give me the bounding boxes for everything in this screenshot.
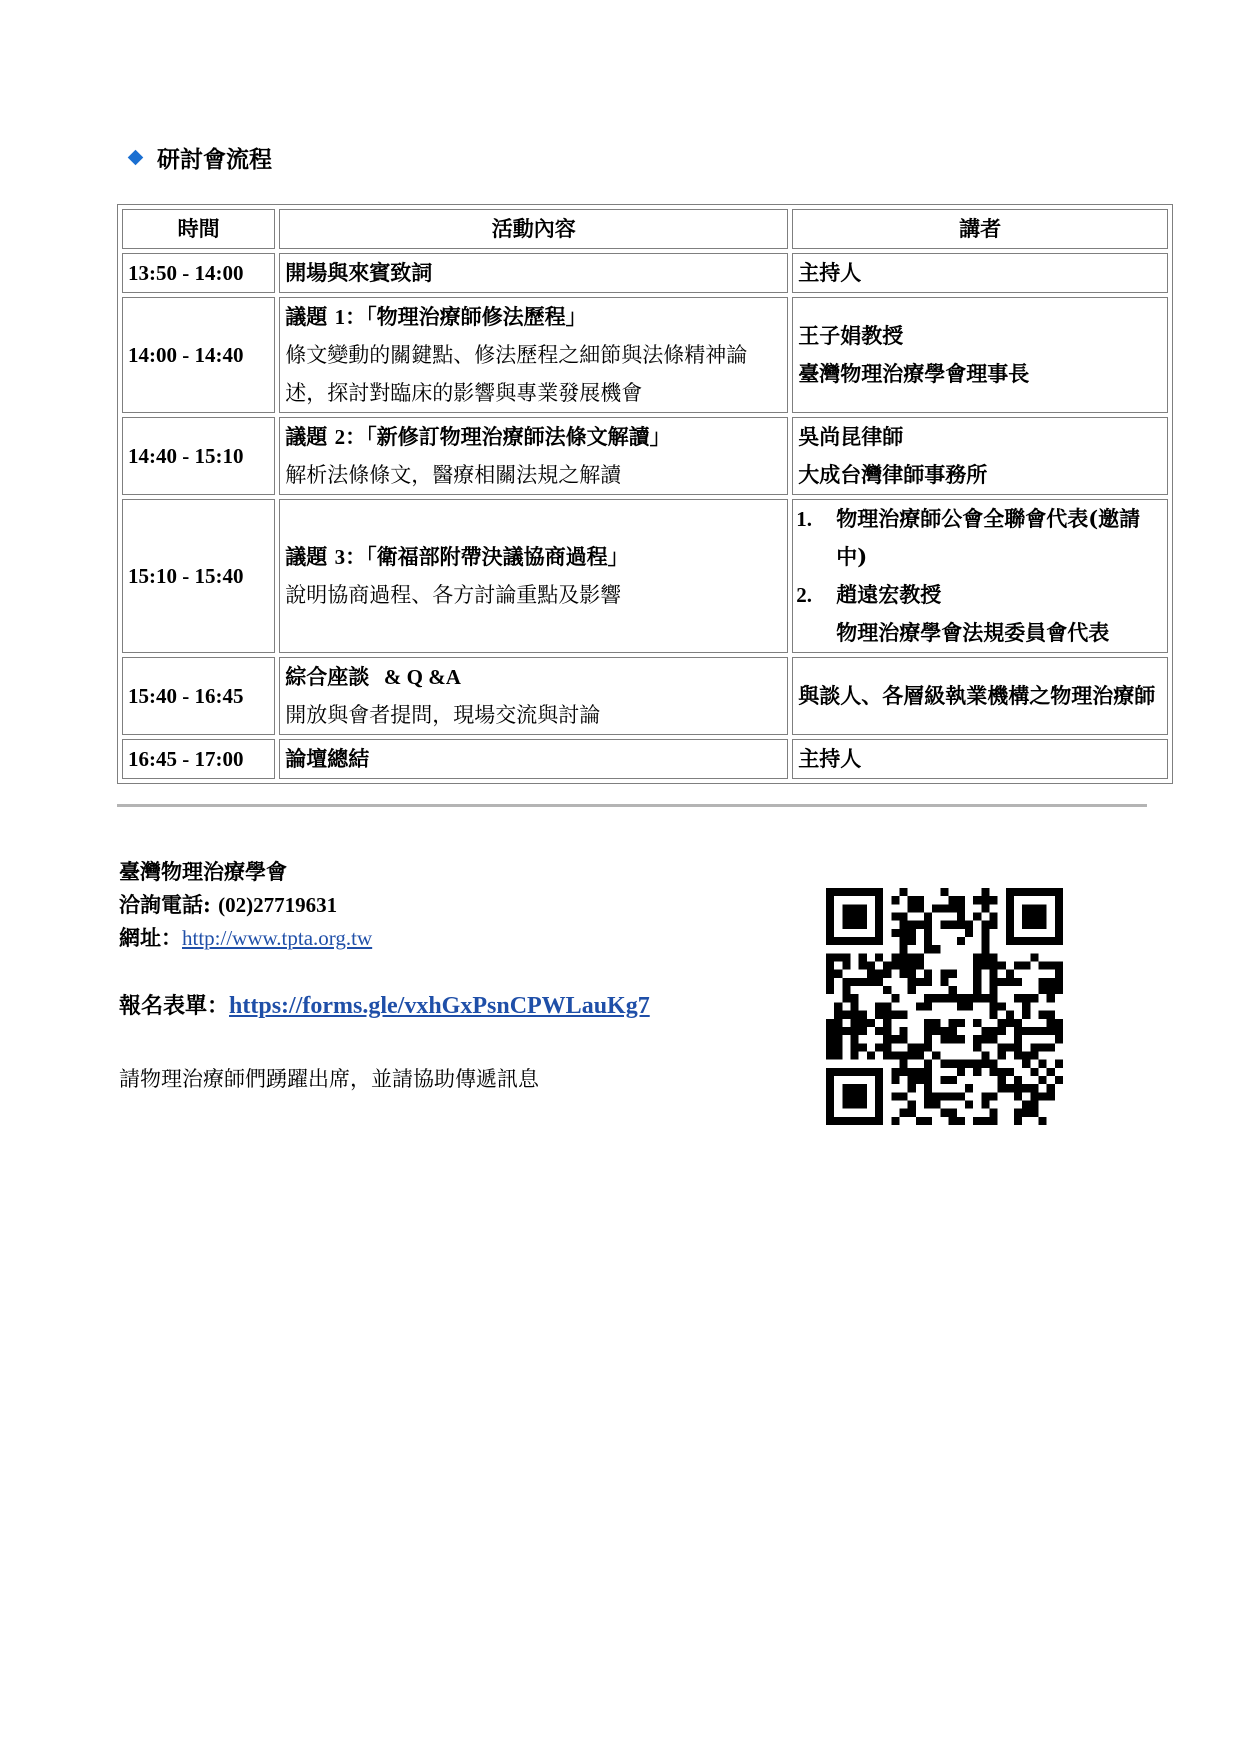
org-name: 臺灣物理治療學會	[119, 859, 287, 884]
activity-description: 說明協商過程、各方討論重點及影響	[285, 583, 622, 607]
time-cell: 16:45 - 17:00	[122, 739, 275, 779]
speaker-org: 臺灣物理治療學會理事長	[798, 361, 1030, 386]
header-activity: 活動內容	[279, 209, 788, 249]
registration-line	[119, 990, 650, 1022]
activity-description: 解析法條條文，醫療相關法規之解讀	[285, 463, 622, 487]
header-speaker: 講者	[792, 209, 1168, 249]
table-row	[122, 253, 1168, 293]
time-cell: 15:10 - 15:40	[122, 499, 275, 653]
speaker-name: 王子娟教授	[798, 323, 904, 348]
table-row	[122, 297, 1168, 413]
activity-description: 條文變動的關鍵點、修法歷程之細節與法條精神論述，探討對臨床的影響與專業發展機會	[285, 343, 748, 405]
activity-title: 議題 1：「物理治療師修法歷程」	[285, 304, 587, 329]
speaker-name: 吳尚昆律師	[798, 424, 904, 449]
schedule-table	[117, 204, 1173, 784]
time-cell: 14:40 - 15:10	[122, 417, 275, 495]
speaker-cell	[792, 297, 1168, 413]
activity-description: 開放與會者提問，現場交流與討論	[285, 703, 601, 727]
activity-title: 議題 2：「新修訂物理治療師法條文解讀」	[285, 424, 671, 449]
time-cell: 15:40 - 16:45	[122, 657, 275, 735]
activity-title: 論壇總結	[279, 739, 788, 779]
list-item: 2. 趙遠宏教授 物理治療學會法規委員會代表	[796, 582, 1110, 645]
phone-line: 洽詢電話: (02)27719631	[119, 892, 338, 917]
diamond-bullet-icon	[128, 149, 144, 165]
table-row	[122, 657, 1168, 735]
speaker-cell: 與談人、各層級執業機構之物理治療師	[792, 657, 1168, 735]
speaker-list	[796, 500, 1162, 652]
qr-code	[826, 888, 1063, 1125]
registration-link[interactable]: https://forms.gle/vxhGxPsnCPWLauKg7	[229, 993, 650, 1019]
activity-cell	[279, 499, 788, 653]
horizontal-divider	[117, 804, 1147, 807]
activity-cell	[279, 657, 788, 735]
table-row	[122, 417, 1168, 495]
speaker-cell: 主持人	[792, 253, 1168, 293]
activity-title: 開場與來賓致詞	[279, 253, 788, 293]
table-row	[122, 499, 1168, 653]
section-heading	[130, 140, 272, 174]
table-row	[122, 739, 1168, 779]
list-item: 1. 物理治療師公會全聯會代表(邀請中)	[796, 506, 1141, 569]
activity-cell	[279, 417, 788, 495]
speaker-cell: 主持人	[792, 739, 1168, 779]
qr-code-icon	[826, 888, 1063, 1125]
website-line: 網址：http://www.tpta.org.tw	[119, 925, 373, 950]
contact-info	[119, 855, 372, 954]
table-header-row	[122, 209, 1168, 249]
activity-title: 議題 3：「衛福部附帶決議協商過程」	[285, 544, 629, 569]
speaker-cell	[792, 499, 1168, 653]
activity-title: 綜合座談 & Q &A	[285, 664, 461, 689]
section-title: 研討會流程	[157, 145, 272, 173]
activity-cell	[279, 297, 788, 413]
time-cell: 14:00 - 14:40	[122, 297, 275, 413]
invite-text: 請物理治療師們踴躍出席，並請協助傳遞訊息	[119, 1067, 539, 1091]
time-cell: 13:50 - 14:00	[122, 253, 275, 293]
speaker-org: 大成台灣律師事務所	[798, 462, 988, 487]
speaker-cell	[792, 417, 1168, 495]
header-time: 時間	[122, 209, 275, 249]
registration-label: 報名表單：	[119, 993, 230, 1019]
website-link[interactable]: http://www.tpta.org.tw	[182, 926, 373, 950]
